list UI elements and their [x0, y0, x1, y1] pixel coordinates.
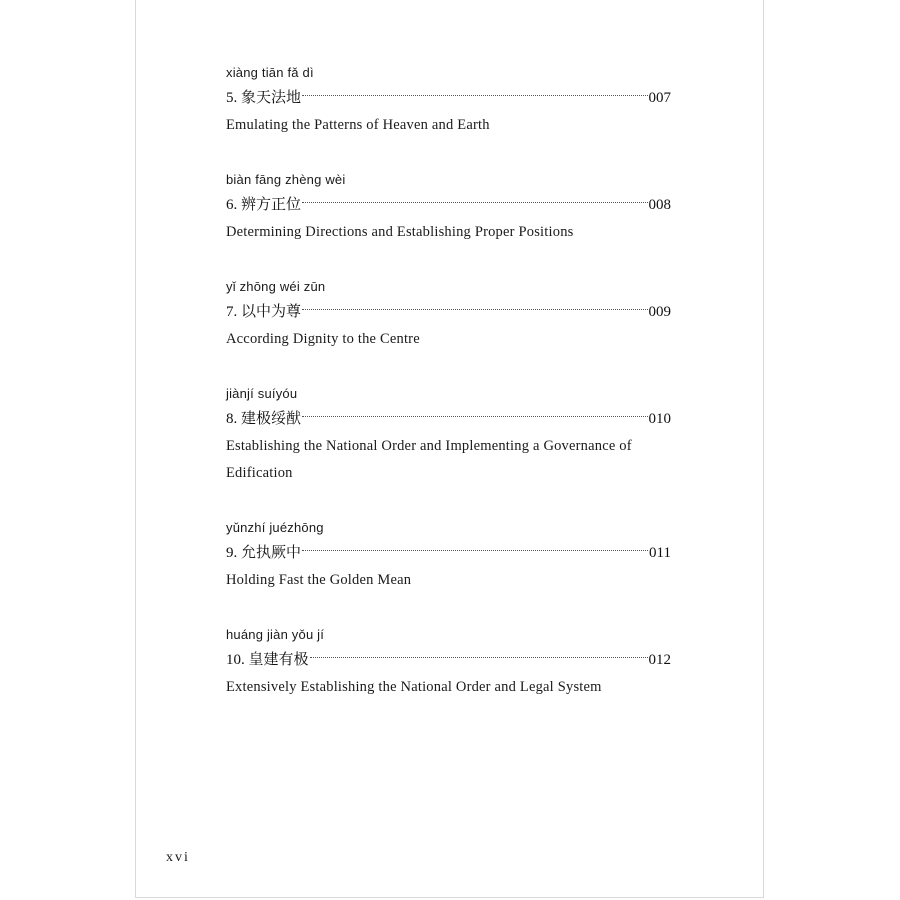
dot-leader — [302, 202, 647, 203]
entry-title: 9. 允执厥中 — [226, 545, 302, 561]
entry-page-number: 009 — [648, 304, 671, 320]
toc-entry — [226, 169, 671, 276]
entry-page-number: 010 — [648, 411, 671, 427]
entry-english-title: Determining Directions and Establishing Proper Positions — [226, 224, 574, 240]
entry-title-line — [226, 539, 671, 567]
entry-title: 7. 以中为尊 — [226, 304, 302, 320]
entry-pinyin: jiànjí suíyóu — [226, 386, 298, 401]
toc-entry — [226, 276, 671, 383]
toc-entry — [226, 517, 671, 624]
toc-entry — [226, 624, 671, 731]
entry-pinyin: biàn fāng zhèng wèi — [226, 172, 346, 187]
entry-pinyin: huáng jiàn yǒu jí — [226, 627, 325, 642]
entry-english-title: According Dignity to the Centre — [226, 331, 420, 347]
dot-leader — [302, 416, 647, 417]
page-folio: xvi — [166, 850, 190, 865]
entry-title: 5. 象天法地 — [226, 90, 302, 106]
entry-english-title: Holding Fast the Golden Mean — [226, 572, 412, 588]
entry-pinyin: yǔnzhí juézhōng — [226, 520, 324, 535]
entry-title-line — [226, 405, 671, 433]
entry-pinyin: xiàng tiān fǎ dì — [226, 65, 314, 80]
toc-entry — [226, 383, 671, 517]
entry-english-title: Establishing the National Order and Implementing a Governance of Edification — [226, 438, 632, 481]
entry-pinyin: yǐ zhōng wéi zūn — [226, 279, 326, 294]
entry-page-number: 011 — [649, 545, 671, 561]
entry-title-line — [226, 191, 671, 219]
entry-title: 10. 皇建有极 — [226, 652, 309, 668]
entry-page-number: 008 — [648, 197, 671, 213]
dot-leader — [302, 309, 647, 310]
entry-title: 8. 建极绥猷 — [226, 411, 302, 427]
entry-title: 6. 辨方正位 — [226, 197, 302, 213]
dot-leader — [302, 550, 648, 551]
entry-english-title: Emulating the Patterns of Heaven and Earth — [226, 117, 490, 133]
toc-entry — [226, 62, 671, 169]
entry-english-title: Extensively Establishing the National Order and Legal System — [226, 679, 602, 695]
entry-page-number: 007 — [648, 90, 671, 106]
entry-title-line — [226, 298, 671, 326]
table-of-contents — [226, 62, 671, 731]
entry-title-line — [226, 646, 671, 674]
dot-leader — [302, 95, 647, 96]
dot-leader — [310, 657, 648, 658]
book-page — [135, 0, 764, 898]
entry-title-line — [226, 84, 671, 112]
entry-page-number: 012 — [648, 652, 671, 668]
